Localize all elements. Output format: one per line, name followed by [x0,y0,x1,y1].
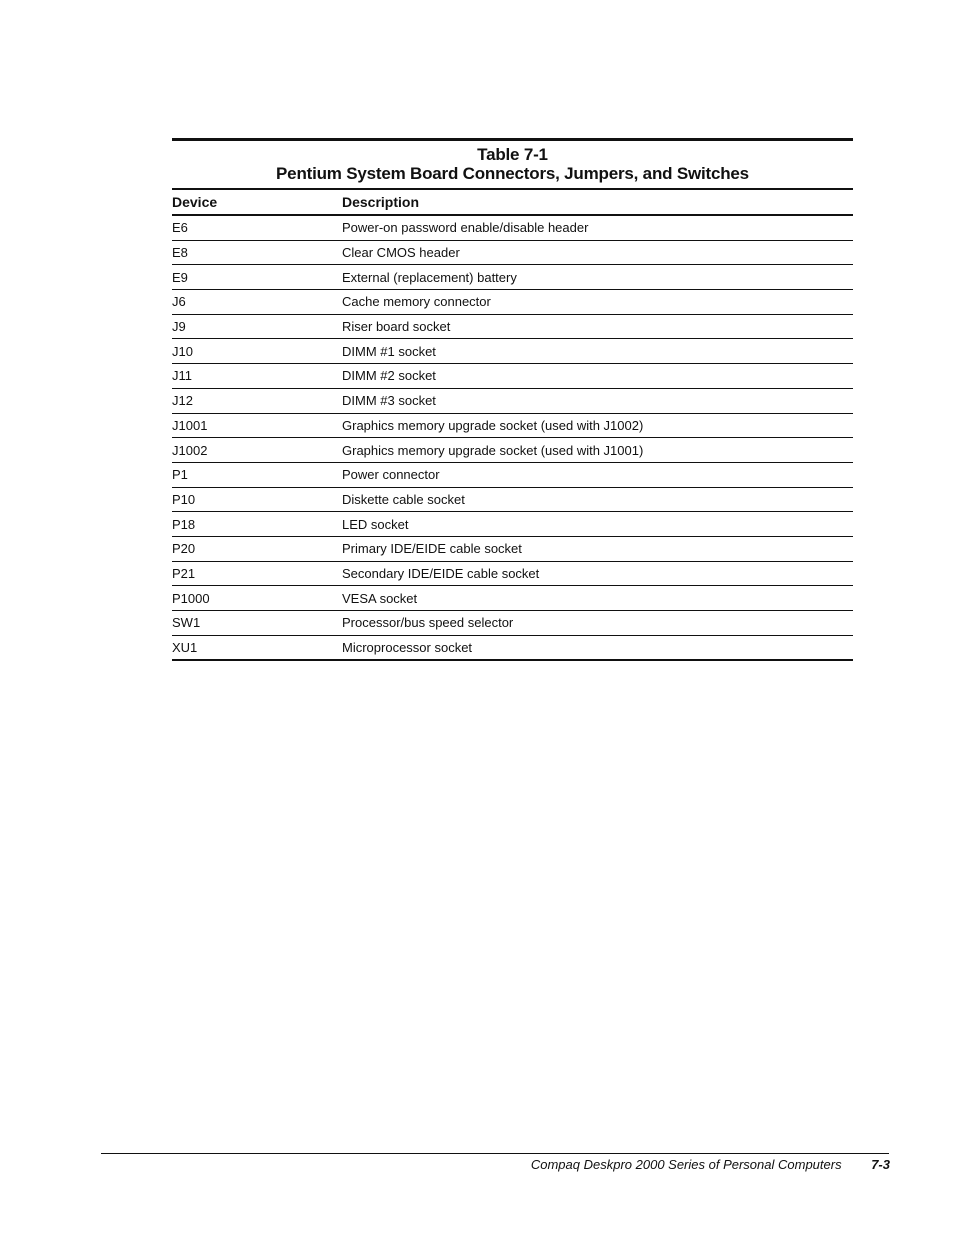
device-cell: E8 [172,240,342,265]
description-cell: Riser board socket [342,314,853,339]
description-cell: Cache memory connector [342,290,853,315]
table-row [172,586,853,611]
table-body [172,215,853,660]
device-cell: E9 [172,265,342,290]
description-cell: DIMM #1 socket [342,339,853,364]
description-cell: Clear CMOS header [342,240,853,265]
description-cell: Secondary IDE/EIDE cable socket [342,561,853,586]
table-row [172,339,853,364]
device-cell: P18 [172,512,342,537]
device-cell: E6 [172,215,342,240]
table-row [172,512,853,537]
description-cell: Microprocessor socket [342,635,853,660]
connector-table-block [172,138,853,661]
table-row [172,215,853,240]
device-cell: J1001 [172,413,342,438]
table-row [172,536,853,561]
table-row [172,364,853,389]
table-row [172,388,853,413]
description-cell: Graphics memory upgrade socket (used with J1001) [342,438,853,463]
table-row [172,561,853,586]
description-cell: Graphics memory upgrade socket (used with J1002) [342,413,853,438]
table-row [172,314,853,339]
page-footer [531,1157,890,1173]
description-cell: LED socket [342,512,853,537]
description-cell: Primary IDE/EIDE cable socket [342,536,853,561]
table-row [172,265,853,290]
table-row [172,611,853,636]
description-cell: External (replacement) battery [342,265,853,290]
description-cell: DIMM #2 socket [342,364,853,389]
table-row [172,487,853,512]
column-header-description: Description [342,190,853,215]
device-cell: P20 [172,536,342,561]
table-row [172,413,853,438]
device-cell: P10 [172,487,342,512]
table-number: Table 7-1 [477,145,548,164]
column-header-device: Device [172,190,342,215]
device-cell: SW1 [172,611,342,636]
device-cell: J11 [172,364,342,389]
description-cell: Processor/bus speed selector [342,611,853,636]
device-cell: J6 [172,290,342,315]
description-cell: Power connector [342,462,853,487]
device-cell: P21 [172,561,342,586]
description-cell: VESA socket [342,586,853,611]
connector-table [172,190,853,661]
device-cell: J9 [172,314,342,339]
table-row [172,438,853,463]
table-row [172,290,853,315]
description-cell: Diskette cable socket [342,487,853,512]
device-cell: P1000 [172,586,342,611]
footer-rule [101,1153,889,1154]
table-header-row [172,190,853,215]
device-cell: XU1 [172,635,342,660]
description-cell: DIMM #3 socket [342,388,853,413]
device-cell: P1 [172,462,342,487]
footer-page-number: 7-3 [871,1157,890,1172]
table-title: Pentium System Board Connectors, Jumpers, and Switches [276,164,749,183]
device-cell: J1002 [172,438,342,463]
table-caption [172,141,853,190]
description-cell: Power-on password enable/disable header [342,215,853,240]
footer-manual-title: Compaq Deskpro 2000 Series of Personal Computers [530,1157,842,1172]
table-row [172,635,853,660]
table-row [172,462,853,487]
table-row [172,240,853,265]
device-cell: J12 [172,388,342,413]
device-cell: J10 [172,339,342,364]
